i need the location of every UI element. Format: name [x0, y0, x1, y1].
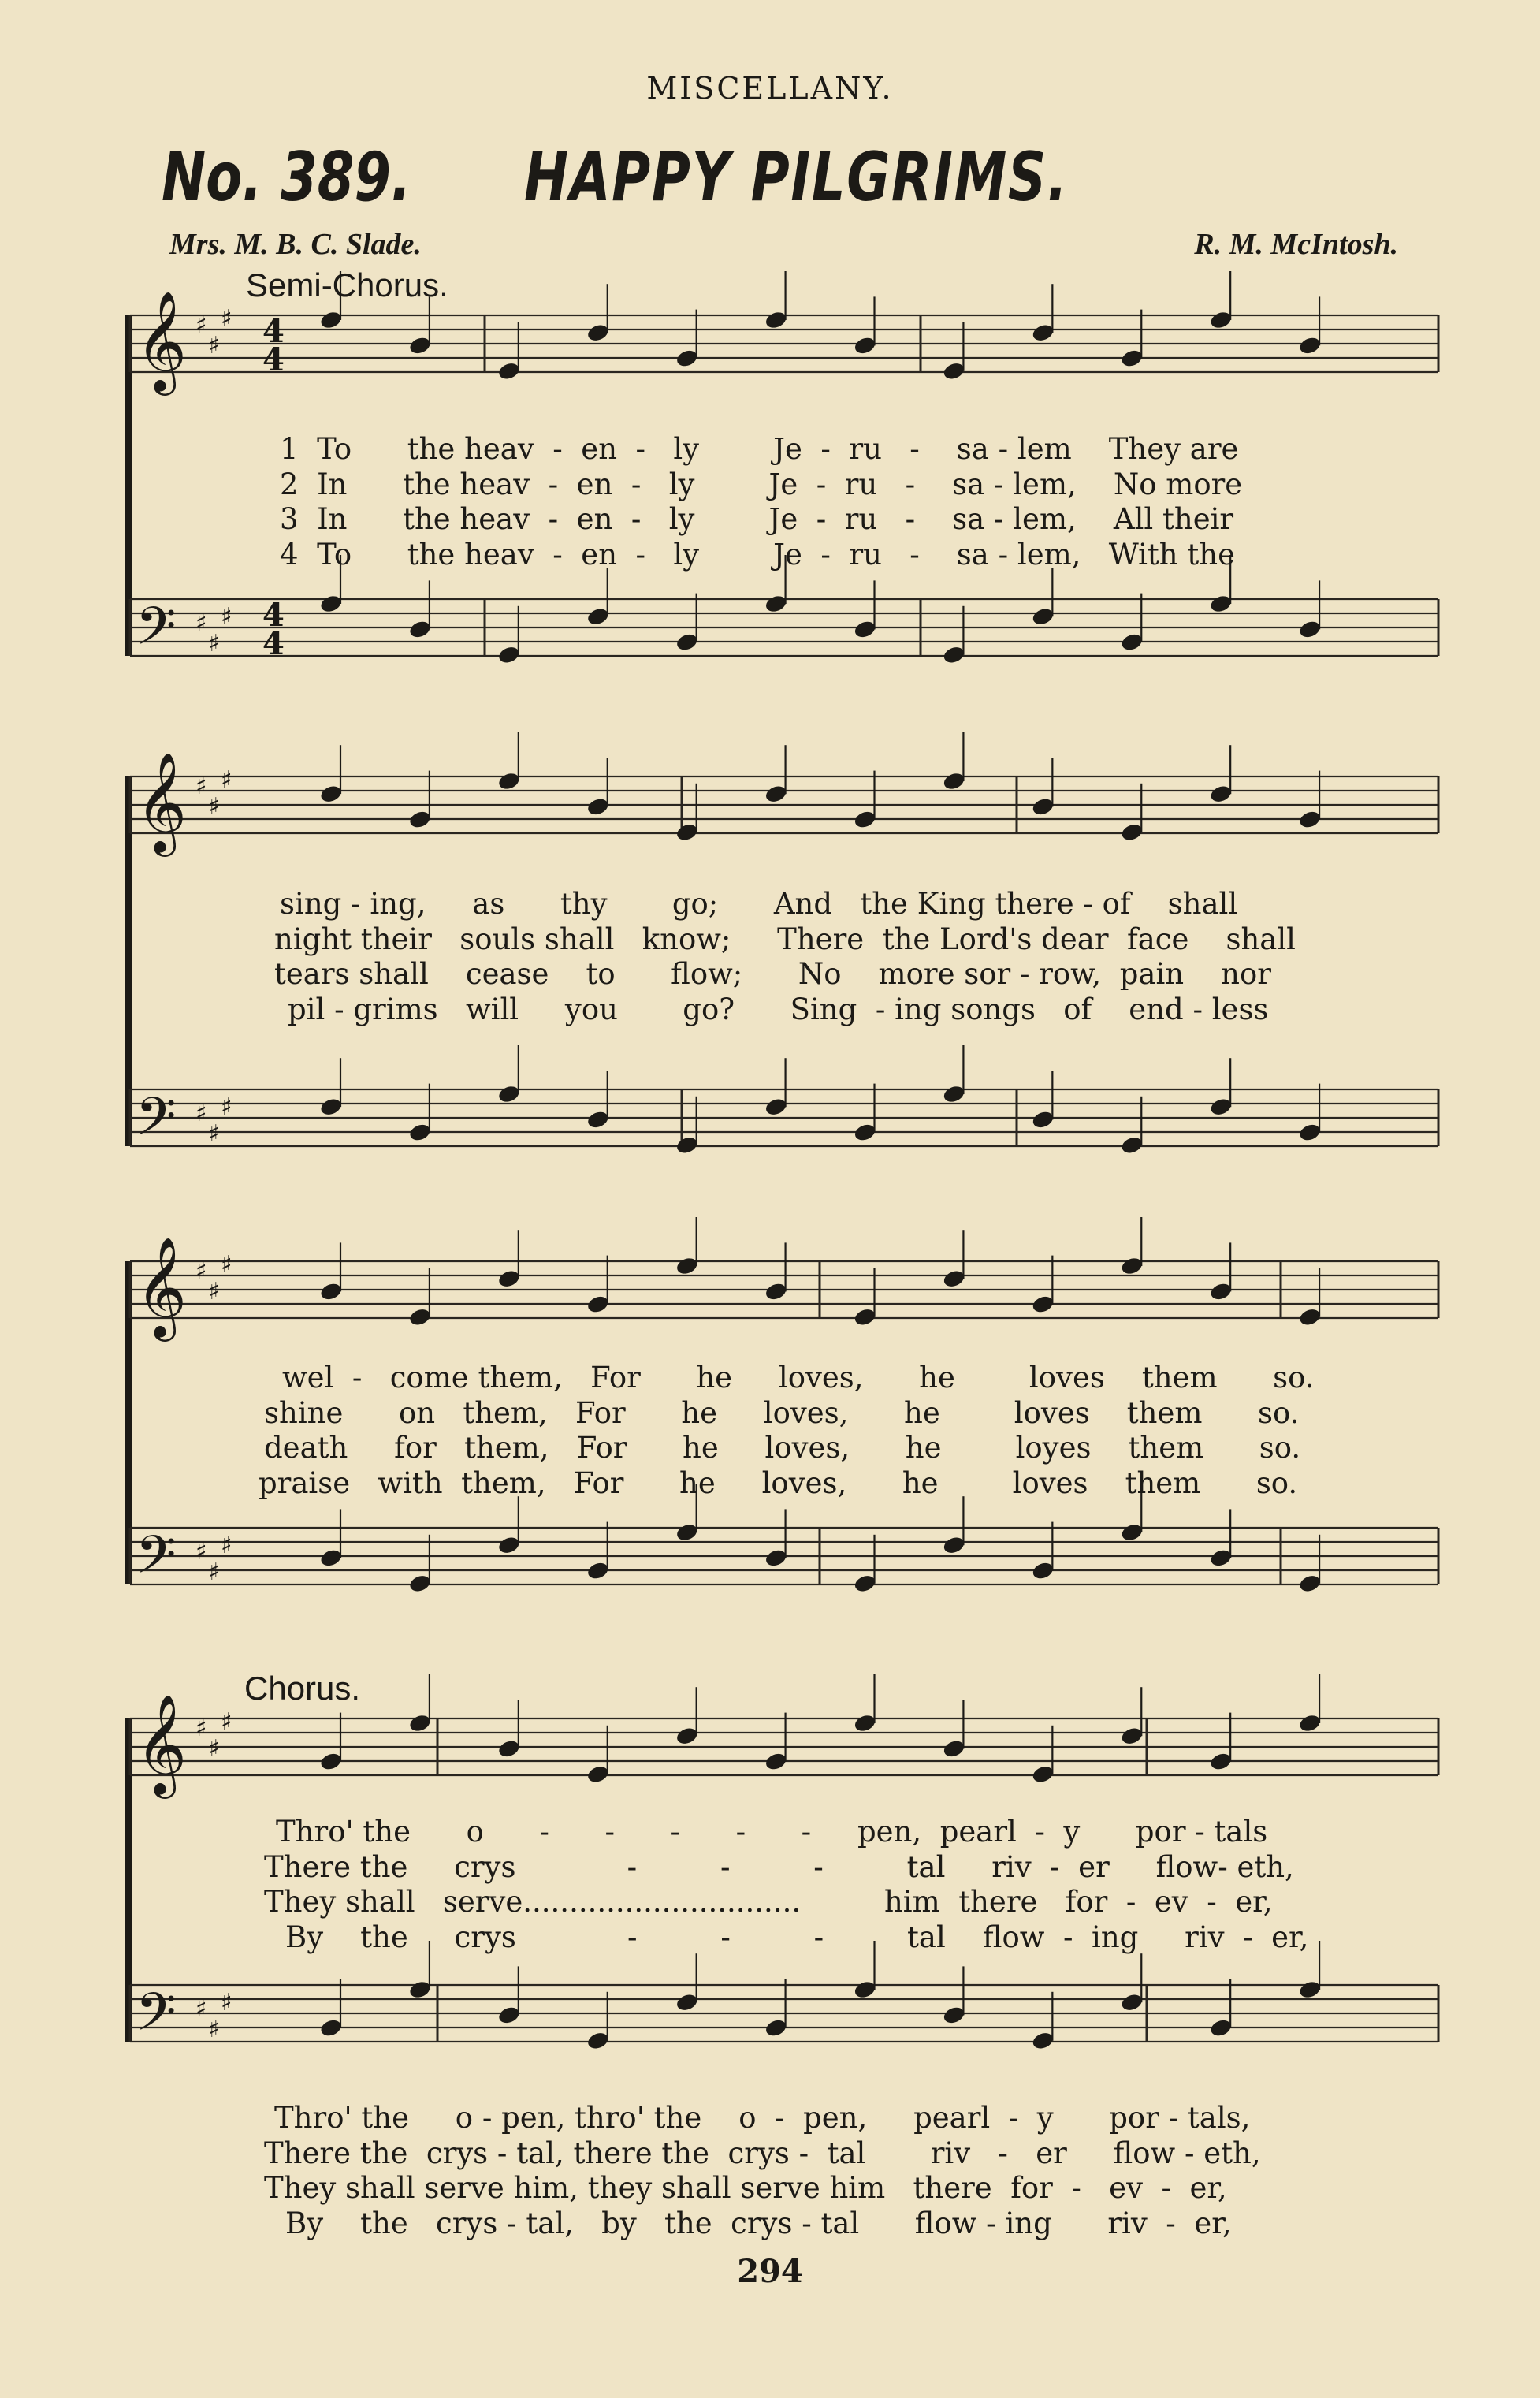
- note-head: [497, 771, 521, 791]
- lyric-line: sing - ing, as thy go; And the King there - of shall: [280, 887, 1238, 921]
- note-head: [1031, 1764, 1055, 1785]
- note-head: [407, 1307, 432, 1327]
- note-head: [586, 1560, 610, 1581]
- time-signature-bottom: 4: [262, 625, 285, 662]
- sharp-icon: ♯: [221, 1708, 232, 1736]
- bass-clef-icon: 𝄢: [136, 1525, 177, 1598]
- note-head: [675, 822, 699, 843]
- note-head: [586, 322, 610, 343]
- note-head: [942, 645, 966, 665]
- lyric-line: 4 To the heav - en - ly Je - ru - sa - lem, With the: [280, 538, 1235, 572]
- lyric-line: There the crys - tal, there the crys - tal riv - er flow - eth,: [264, 2136, 1261, 2170]
- note-head: [407, 1122, 432, 1142]
- note-head: [1298, 335, 1322, 356]
- note-head: [319, 594, 344, 614]
- hymn-number: No. 389.: [162, 138, 411, 217]
- note-head: [764, 1751, 788, 1771]
- note-head: [586, 796, 610, 817]
- note-head: [764, 1547, 788, 1568]
- sharp-icon: ♯: [195, 311, 207, 339]
- note-head: [942, 1738, 966, 1759]
- note-head: [675, 1522, 699, 1543]
- lyric-line: By the crys - - - tal flow - ing riv - er,: [285, 1920, 1309, 1954]
- note-head: [586, 1109, 610, 1130]
- lyric-line: tears shall cease to flow; No more sor - row, pain nor: [274, 957, 1271, 991]
- sharp-icon: ♯: [221, 603, 232, 631]
- note-head: [1031, 2031, 1055, 2051]
- note-head: [764, 1097, 788, 1117]
- note-head: [497, 1084, 521, 1104]
- time-signature-bottom: 4: [262, 341, 285, 378]
- treble-clef-icon: 𝄞: [136, 1693, 188, 1794]
- note-head: [1209, 1281, 1233, 1301]
- sharp-icon: ♯: [221, 1251, 232, 1279]
- lyric-line: pil - grims will you go? Sing - ing songs of end - less: [288, 992, 1269, 1026]
- composer-credit: R. M. McIntosh.: [1194, 228, 1398, 261]
- note-head: [497, 1738, 521, 1759]
- sharp-icon: ♯: [208, 793, 220, 821]
- note-head: [586, 1294, 610, 1314]
- time-signature-top: 4: [262, 313, 285, 350]
- lyric-line: They shall serve.............................. him there for - ev - er,: [264, 1885, 1273, 1919]
- note-head: [319, 1751, 344, 1771]
- note-head: [942, 361, 966, 382]
- note-head: [319, 1547, 344, 1568]
- treble-clef-icon: 𝄞: [136, 290, 188, 391]
- note-head: [853, 1713, 877, 1733]
- note-head: [407, 809, 432, 829]
- note-head: [1298, 1979, 1322, 2000]
- lyric-line: They shall serve him, they shall serve him there for - ev - er,: [264, 2171, 1227, 2205]
- note-head: [407, 1713, 432, 1733]
- note-head: [586, 2031, 610, 2051]
- note-head: [1031, 1294, 1055, 1314]
- note-head: [407, 335, 432, 356]
- sharp-icon: ♯: [208, 2016, 220, 2043]
- note-head: [586, 1764, 610, 1785]
- note-head: [675, 1256, 699, 1276]
- note-head: [319, 310, 344, 330]
- note-head: [1120, 1726, 1144, 1746]
- treble-clef-icon: 𝄞: [136, 751, 188, 852]
- hymn-title: HAPPY PILGRIMS.: [524, 138, 1069, 217]
- note-head: [942, 1268, 966, 1289]
- note-head: [764, 310, 788, 330]
- note-head: [1209, 1751, 1233, 1771]
- lyric-line: shine on them, For he loves, he loves them so.: [264, 1396, 1300, 1430]
- note-head: [1298, 619, 1322, 639]
- note-head: [1209, 2017, 1233, 2038]
- bass-clef-icon: 𝄢: [136, 1982, 177, 2055]
- note-head: [497, 2005, 521, 2025]
- note-head: [1209, 310, 1233, 330]
- sharp-icon: ♯: [208, 1278, 220, 1305]
- note-head: [764, 2017, 788, 2038]
- note-head: [586, 606, 610, 627]
- note-head: [1209, 1097, 1233, 1117]
- note-head: [942, 2005, 966, 2025]
- note-head: [1120, 1992, 1144, 2013]
- note-head: [853, 619, 877, 639]
- sharp-icon: ♯: [221, 1093, 232, 1121]
- note-head: [497, 645, 521, 665]
- bass-clef-icon: 𝄢: [136, 1086, 177, 1160]
- note-head: [497, 361, 521, 382]
- lyric-line: death for them, For he loves, he loyes them so.: [264, 1431, 1301, 1465]
- note-head: [1031, 1109, 1055, 1130]
- note-head: [942, 1084, 966, 1104]
- sharp-icon: ♯: [195, 1995, 207, 2023]
- note-head: [1120, 1135, 1144, 1156]
- sharp-icon: ♯: [195, 1257, 207, 1285]
- note-head: [764, 594, 788, 614]
- note-head: [1298, 809, 1322, 829]
- note-head: [407, 619, 432, 639]
- note-head: [1120, 822, 1144, 843]
- treble-clef-icon: 𝄞: [136, 1236, 188, 1337]
- note-head: [1120, 1522, 1144, 1543]
- lyric-line: 2 In the heav - en - ly Je - ru - sa - lem, No more: [280, 467, 1243, 501]
- note-head: [853, 809, 877, 829]
- sharp-icon: ♯: [208, 1558, 220, 1586]
- lyric-line: 3 In the heav - en - ly Je - ru - sa - lem, All their: [280, 502, 1234, 536]
- note-head: [1120, 348, 1144, 368]
- note-head: [407, 1573, 432, 1594]
- note-head: [1120, 631, 1144, 652]
- note-head: [675, 1726, 699, 1746]
- note-head: [853, 1573, 877, 1594]
- note-head: [1209, 1547, 1233, 1568]
- note-head: [675, 348, 699, 368]
- note-head: [942, 771, 966, 791]
- sharp-icon: ♯: [195, 773, 207, 800]
- sharp-icon: ♯: [221, 305, 232, 333]
- note-head: [853, 1122, 877, 1142]
- lyric-line: night their souls shall know; There the Lord's dear face shall: [274, 922, 1296, 956]
- lyric-line: Thro' the o - - - - - pen, pearl - y por - tals: [276, 1815, 1268, 1849]
- sharp-icon: ♯: [221, 1532, 232, 1559]
- note-head: [675, 631, 699, 652]
- note-head: [675, 1135, 699, 1156]
- note-head: [764, 784, 788, 804]
- time-signature-top: 4: [262, 597, 285, 634]
- lyric-line: wel - come them, For he loves, he loves them so.: [282, 1361, 1315, 1394]
- note-head: [853, 335, 877, 356]
- section-header: MISCELLANY.: [646, 71, 894, 106]
- note-head: [764, 1281, 788, 1301]
- note-head: [1031, 606, 1055, 627]
- sharp-icon: ♯: [208, 332, 220, 359]
- lyric-line: By the crys - tal, by the crys - tal flow - ing riv - er,: [285, 2206, 1232, 2240]
- lyric-line: 1 To the heav - en - ly Je - ru - sa - lem They are: [280, 432, 1239, 466]
- note-head: [1120, 1256, 1144, 1276]
- sharp-icon: ♯: [195, 1715, 207, 1742]
- chorus-label: Chorus.: [244, 1670, 361, 1707]
- note-head: [319, 1097, 344, 1117]
- sharp-icon: ♯: [208, 1735, 220, 1763]
- note-head: [1031, 796, 1055, 817]
- page-number: 294: [737, 2253, 803, 2290]
- note-head: [407, 1979, 432, 2000]
- lyric-line: Thro' the o - pen, thro' the o - pen, pearl - y por - tals,: [274, 2101, 1251, 2135]
- note-head: [497, 1535, 521, 1555]
- note-head: [1209, 784, 1233, 804]
- note-head: [942, 1535, 966, 1555]
- bass-clef-icon: 𝄢: [136, 596, 177, 669]
- sharp-icon: ♯: [195, 1100, 207, 1127]
- note-head: [319, 2017, 344, 2038]
- note-head: [1298, 1713, 1322, 1733]
- sharp-icon: ♯: [208, 630, 220, 657]
- note-head: [853, 1979, 877, 2000]
- sharp-icon: ♯: [195, 1538, 207, 1566]
- note-head: [1209, 594, 1233, 614]
- note-head: [1298, 1573, 1322, 1594]
- lyric-line: praise with them, For he loves, he loves them so.: [259, 1466, 1298, 1500]
- note-head: [1298, 1122, 1322, 1142]
- sharp-icon: ♯: [221, 1989, 232, 2016]
- lyricist-credit: Mrs. M. B. C. Slade.: [169, 228, 422, 261]
- note-head: [319, 1281, 344, 1301]
- sharp-icon: ♯: [221, 766, 232, 794]
- note-head: [319, 784, 344, 804]
- note-head: [853, 1307, 877, 1327]
- semi-chorus-label: Semi-Chorus.: [246, 266, 448, 303]
- lyric-line: There the crys - - - tal riv - er flow- eth,: [264, 1850, 1294, 1884]
- note-head: [1298, 1307, 1322, 1327]
- sharp-icon: ♯: [208, 1120, 220, 1148]
- note-head: [1031, 322, 1055, 343]
- sharp-icon: ♯: [195, 609, 207, 637]
- note-head: [1031, 1560, 1055, 1581]
- note-head: [675, 1992, 699, 2013]
- note-head: [497, 1268, 521, 1289]
